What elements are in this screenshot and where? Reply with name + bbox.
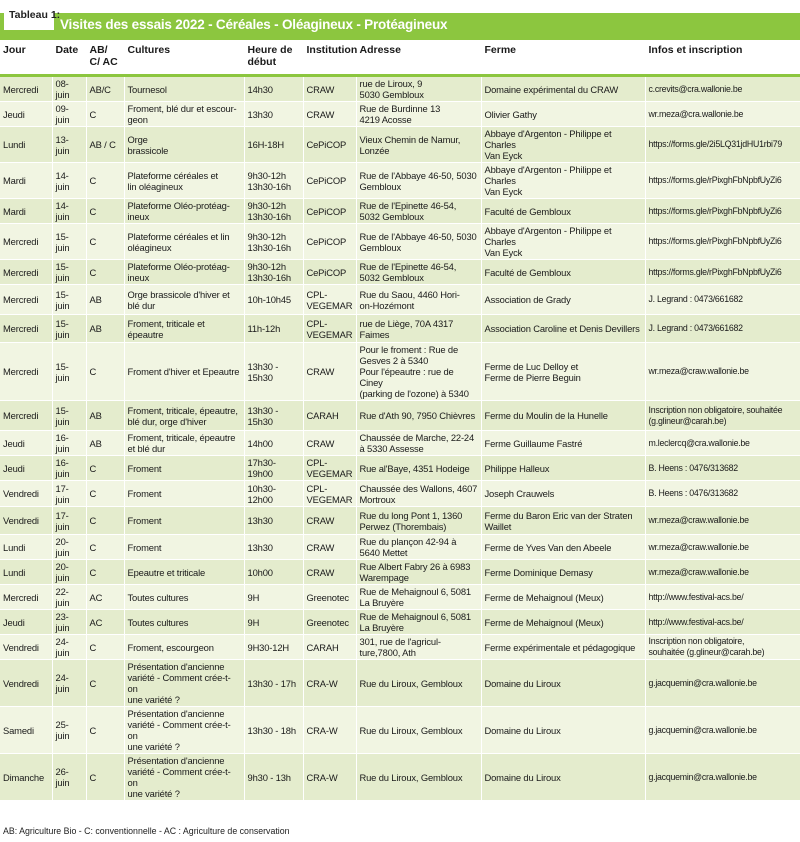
cell-cultures: Plateforme céréales et lin oléagineux: [124, 224, 244, 260]
cell-heure: 9H: [244, 585, 303, 610]
cell-institution: CRAW: [303, 76, 356, 102]
cell-adresse: Rue al'Baye, 4351 Hodeige: [356, 456, 481, 481]
cell-infos: http://www.festival-acs.be/: [645, 585, 800, 610]
cell-adresse: Rue du Liroux, Gembloux: [356, 660, 481, 707]
cell-adresse: Pour le froment : Rue de Gesves 2 à 5340 Pour l'épeautre : rue de Ciney (parking de l'ozone) à 5340: [356, 343, 481, 401]
cell-type: C: [86, 481, 124, 507]
cell-institution: CPL- VEGEMAR: [303, 481, 356, 507]
cell-jour: Mercredi: [0, 401, 52, 431]
header-ferme: Ferme: [481, 42, 645, 76]
cell-adresse: Rue du Saou, 4460 Hori- on-Hozémont: [356, 285, 481, 315]
cell-cultures: Orge brassicole d'hiver et blé dur: [124, 285, 244, 315]
cell-cultures: Froment: [124, 481, 244, 507]
cell-cultures: Présentation d'ancienne variété - Comment crée-t-on une variété ?: [124, 754, 244, 801]
cell-date: 15-juin: [52, 343, 86, 401]
cell-date: 13-juin: [52, 127, 86, 163]
table-number-tab: Tableau 1:: [4, 2, 54, 30]
cell-heure: 13h30: [244, 535, 303, 560]
cell-ferme: Faculté de Gembloux: [481, 260, 645, 285]
cell-cultures: Froment: [124, 507, 244, 535]
cell-institution: CRAW: [303, 431, 356, 456]
table-row: [0, 127, 800, 163]
table-row: [0, 481, 800, 507]
cell-jour: Vendredi: [0, 635, 52, 660]
cell-institution: CRA-W: [303, 660, 356, 707]
cell-type: C: [86, 199, 124, 224]
cell-infos: wr.meza@craw.wallonie.be: [645, 343, 800, 401]
cell-adresse: Rue de Mehaignoul 6, 5081 La Bruyère: [356, 610, 481, 635]
table-row: [0, 456, 800, 481]
cell-jour: Mercredi: [0, 76, 52, 102]
cell-institution: CARAH: [303, 401, 356, 431]
cell-infos: https://forms.gle/rPixghFbNpbfUyZi6: [645, 163, 800, 199]
cell-institution: CRAW: [303, 507, 356, 535]
cell-cultures: Froment, blé dur et escour- geon: [124, 102, 244, 127]
cell-jour: Mercredi: [0, 224, 52, 260]
cell-cultures: Plateforme céréales et lin oléagineux: [124, 163, 244, 199]
cell-infos: m.leclercq@cra.wallonie.be: [645, 431, 800, 456]
cell-infos: wr.meza@cra.wallonie.be: [645, 102, 800, 127]
cell-heure: 9h30 - 13h: [244, 754, 303, 801]
cell-jour: Mercredi: [0, 585, 52, 610]
cell-ferme: Abbaye d'Argenton - Philippe et Charles Van Eyck: [481, 127, 645, 163]
cell-heure: 11h-12h: [244, 315, 303, 343]
cell-institution: CPL- VEGEMAR: [303, 456, 356, 481]
cell-adresse: Rue de l'Abbaye 46-50, 5030 Gembloux: [356, 163, 481, 199]
cell-institution: CePiCOP: [303, 127, 356, 163]
cell-institution: CePiCOP: [303, 224, 356, 260]
cell-heure: 9h30-12h 13h30-16h: [244, 163, 303, 199]
cell-jour: Jeudi: [0, 610, 52, 635]
cell-type: C: [86, 535, 124, 560]
cell-date: 16-juin: [52, 431, 86, 456]
cell-ferme: Ferme de Luc Delloy et Ferme de Pierre Beguin: [481, 343, 645, 401]
cell-cultures: Toutes cultures: [124, 610, 244, 635]
cell-heure: 13h30: [244, 102, 303, 127]
cell-ferme: Ferme du Moulin de la Hunelle: [481, 401, 645, 431]
cell-ferme: Domaine expérimental du CRAW: [481, 76, 645, 102]
cell-date: 17-juin: [52, 507, 86, 535]
cell-adresse: rue de Liège, 70A 4317 Faimes: [356, 315, 481, 343]
cell-jour: Mardi: [0, 163, 52, 199]
cell-heure: 13h30 - 17h: [244, 660, 303, 707]
cell-date: 15-juin: [52, 260, 86, 285]
cell-type: AB: [86, 315, 124, 343]
cell-jour: Mardi: [0, 199, 52, 224]
cell-heure: 13h30 - 15h30: [244, 401, 303, 431]
cell-cultures: Présentation d'ancienne variété - Comment crée-t-on une variété ?: [124, 707, 244, 754]
table-row: [0, 76, 800, 102]
cell-date: 14-juin: [52, 199, 86, 224]
cell-institution: CRAW: [303, 560, 356, 585]
table-row: [0, 754, 800, 801]
cell-ferme: Faculté de Gembloux: [481, 199, 645, 224]
cell-heure: 13h30 - 15h30: [244, 343, 303, 401]
cell-infos: J. Legrand : 0473/661682: [645, 315, 800, 343]
cell-adresse: Rue d'Ath 90, 7950 Chièvres: [356, 401, 481, 431]
cell-infos: B. Heens : 0476/313682: [645, 456, 800, 481]
cell-infos: Inscription non obligatoire, souhaitée (g.glineur@carah.be): [645, 635, 800, 660]
cell-ferme: Ferme du Baron Eric van der Straten Waillet: [481, 507, 645, 535]
cell-ferme: Abbaye d'Argenton - Philippe et Charles Van Eyck: [481, 163, 645, 199]
table-row: [0, 560, 800, 585]
cell-type: AC: [86, 585, 124, 610]
cell-heure: 9H30-12H: [244, 635, 303, 660]
cell-adresse: Rue du Liroux, Gembloux: [356, 707, 481, 754]
cell-heure: 17h30- 19h00: [244, 456, 303, 481]
cell-jour: Jeudi: [0, 431, 52, 456]
cell-ferme: Ferme Guillaume Fastré: [481, 431, 645, 456]
cell-adresse: Chaussée des Wallons, 4607 Mortroux: [356, 481, 481, 507]
cell-type: AB: [86, 401, 124, 431]
visits-table: [0, 42, 800, 801]
header-jour: Jour: [0, 42, 52, 76]
cell-jour: Jeudi: [0, 456, 52, 481]
cell-infos: wr.meza@craw.wallonie.be: [645, 560, 800, 585]
cell-ferme: Domaine du Liroux: [481, 754, 645, 801]
cell-type: C: [86, 754, 124, 801]
cell-adresse: Vieux Chemin de Namur, Lonzée: [356, 127, 481, 163]
cell-cultures: Froment, triticale, épeautre et blé dur: [124, 431, 244, 456]
cell-institution: CePiCOP: [303, 260, 356, 285]
cell-heure: 14h30: [244, 76, 303, 102]
cell-ferme: Ferme de Mehaignoul (Meux): [481, 585, 645, 610]
table-row: [0, 102, 800, 127]
cell-institution: CRAW: [303, 535, 356, 560]
cell-adresse: Rue de Burdinne 13 4219 Acosse: [356, 102, 481, 127]
cell-cultures: Froment, triticale et épeautre: [124, 315, 244, 343]
cell-type: C: [86, 560, 124, 585]
header-type: AB/ C/ AC: [86, 42, 124, 76]
cell-infos: https://forms.gle/rPixghFbNpbfUyZi6: [645, 199, 800, 224]
cell-cultures: Froment: [124, 535, 244, 560]
table-row: [0, 660, 800, 707]
cell-cultures: Froment, escourgeon: [124, 635, 244, 660]
table-row: [0, 260, 800, 285]
cell-cultures: Toutes cultures: [124, 585, 244, 610]
header-date: Date: [52, 42, 86, 76]
cell-heure: 10h30- 12h00: [244, 481, 303, 507]
cell-heure: 9h30-12h 13h30-16h: [244, 224, 303, 260]
table-header-row: [0, 42, 800, 76]
cell-jour: Vendredi: [0, 481, 52, 507]
cell-date: 22-juin: [52, 585, 86, 610]
cell-date: 20-juin: [52, 560, 86, 585]
cell-jour: Mercredi: [0, 343, 52, 401]
cell-jour: Mercredi: [0, 260, 52, 285]
cell-adresse: Rue de l'Epinette 46-54, 5032 Gembloux: [356, 260, 481, 285]
cell-type: C: [86, 707, 124, 754]
header-adresse: Adresse: [356, 42, 481, 76]
table-row: [0, 707, 800, 754]
cell-ferme: Olivier Gathy: [481, 102, 645, 127]
cell-adresse: Rue de l'Epinette 46-54, 5032 Gembloux: [356, 199, 481, 224]
table-row: [0, 401, 800, 431]
cell-type: C: [86, 343, 124, 401]
cell-cultures: Froment, triticale, épeautre, blé dur, orge d'hiver: [124, 401, 244, 431]
cell-type: AB/C: [86, 76, 124, 102]
cell-adresse: Rue de l'Abbaye 46-50, 5030 Gembloux: [356, 224, 481, 260]
cell-infos: wr.meza@craw.wallonie.be: [645, 535, 800, 560]
header-heure: Heure de début: [244, 42, 303, 76]
cell-heure: 9h30-12h 13h30-16h: [244, 199, 303, 224]
cell-ferme: Abbaye d'Argenton - Philippe et Charles Van Eyck: [481, 224, 645, 260]
header-infos: Infos et inscription: [645, 42, 800, 76]
cell-type: C: [86, 507, 124, 535]
cell-institution: CePiCOP: [303, 199, 356, 224]
cell-date: 14-juin: [52, 163, 86, 199]
cell-infos: g.jacquemin@cra.wallonie.be: [645, 707, 800, 754]
cell-heure: 16H-18H: [244, 127, 303, 163]
cell-infos: https://forms.gle/rPixghFbNpbfUyZi6: [645, 224, 800, 260]
cell-adresse: rue de Liroux, 9 5030 Gembloux: [356, 76, 481, 102]
table-row: [0, 315, 800, 343]
footnote: AB: Agriculture Bio - C: conventionnelle - AC : Agriculture de conservation: [3, 826, 290, 836]
table-row: [0, 585, 800, 610]
cell-jour: Vendredi: [0, 507, 52, 535]
cell-jour: Dimanche: [0, 754, 52, 801]
cell-type: AB: [86, 285, 124, 315]
cell-heure: 14h00: [244, 431, 303, 456]
cell-ferme: Ferme de Yves Van den Abeele: [481, 535, 645, 560]
cell-type: C: [86, 456, 124, 481]
cell-date: 09-juin: [52, 102, 86, 127]
cell-infos: wr.meza@craw.wallonie.be: [645, 507, 800, 535]
cell-type: AC: [86, 610, 124, 635]
cell-jour: Samedi: [0, 707, 52, 754]
cell-heure: 13h30 - 18h: [244, 707, 303, 754]
cell-institution: CePiCOP: [303, 163, 356, 199]
cell-cultures: Tournesol: [124, 76, 244, 102]
cell-ferme: Association Caroline et Denis Devillers: [481, 315, 645, 343]
cell-jour: Mercredi: [0, 315, 52, 343]
cell-date: 08-juin: [52, 76, 86, 102]
cell-type: C: [86, 660, 124, 707]
cell-adresse: Chaussée de Marche, 22-24 à 5330 Assesse: [356, 431, 481, 456]
cell-infos: B. Heens : 0476/313682: [645, 481, 800, 507]
cell-type: AB: [86, 431, 124, 456]
page-title: Visites des essais 2022 - Céréales - Oléagineux - Protéagineux: [60, 17, 448, 32]
cell-cultures: Plateforme Oléo-protéag- ineux: [124, 260, 244, 285]
cell-date: 23-juin: [52, 610, 86, 635]
table-row: [0, 224, 800, 260]
cell-ferme: Domaine du Liroux: [481, 707, 645, 754]
table-row: [0, 431, 800, 456]
cell-institution: Greenotec: [303, 585, 356, 610]
cell-jour: Mercredi: [0, 285, 52, 315]
cell-infos: J. Legrand : 0473/661682: [645, 285, 800, 315]
cell-institution: Greenotec: [303, 610, 356, 635]
cell-date: 15-juin: [52, 315, 86, 343]
table-row: [0, 163, 800, 199]
cell-institution: CRA-W: [303, 754, 356, 801]
cell-infos: https://forms.gle/rPixghFbNpbfUyZi6: [645, 260, 800, 285]
cell-cultures: Orge brassicole: [124, 127, 244, 163]
cell-adresse: Rue du Liroux, Gembloux: [356, 754, 481, 801]
cell-heure: 9h30-12h 13h30-16h: [244, 260, 303, 285]
cell-ferme: Ferme expérimentale et pédagogique: [481, 635, 645, 660]
cell-type: C: [86, 224, 124, 260]
cell-date: 24-juin: [52, 660, 86, 707]
cell-ferme: Ferme Dominique Demasy: [481, 560, 645, 585]
cell-institution: CPL- VEGEMAR: [303, 315, 356, 343]
cell-date: 15-juin: [52, 224, 86, 260]
cell-cultures: Epeautre et triticale: [124, 560, 244, 585]
cell-cultures: Présentation d'ancienne variété - Comment crée-t-on une variété ?: [124, 660, 244, 707]
cell-cultures: Plateforme Oléo-protéag- ineux: [124, 199, 244, 224]
cell-infos: g.jacquemin@cra.wallonie.be: [645, 754, 800, 801]
cell-ferme: Association de Grady: [481, 285, 645, 315]
cell-date: 17-juin: [52, 481, 86, 507]
cell-infos: g.jacquemin@cra.wallonie.be: [645, 660, 800, 707]
cell-institution: CRA-W: [303, 707, 356, 754]
cell-type: C: [86, 260, 124, 285]
table-row: [0, 199, 800, 224]
cell-type: C: [86, 635, 124, 660]
cell-cultures: Froment: [124, 456, 244, 481]
cell-date: 15-juin: [52, 285, 86, 315]
cell-date: 15-juin: [52, 401, 86, 431]
table-row: [0, 610, 800, 635]
header-cultures: Cultures: [124, 42, 244, 76]
cell-date: 20-juin: [52, 535, 86, 560]
cell-jour: Jeudi: [0, 102, 52, 127]
cell-heure: 13h30: [244, 507, 303, 535]
cell-infos: https://forms.gle/2i5LQ31jdHU1rbi79: [645, 127, 800, 163]
cell-cultures: Froment d'hiver et Epeautre: [124, 343, 244, 401]
cell-institution: CRAW: [303, 343, 356, 401]
cell-jour: Lundi: [0, 560, 52, 585]
cell-ferme: Ferme de Mehaignoul (Meux): [481, 610, 645, 635]
table-row: [0, 507, 800, 535]
cell-ferme: Philippe Halleux: [481, 456, 645, 481]
cell-date: 16-juin: [52, 456, 86, 481]
cell-adresse: Rue de Mehaignoul 6, 5081 La Bruyère: [356, 585, 481, 610]
cell-jour: Lundi: [0, 535, 52, 560]
table-row: [0, 343, 800, 401]
cell-ferme: Domaine du Liroux: [481, 660, 645, 707]
table-row: [0, 285, 800, 315]
cell-type: C: [86, 102, 124, 127]
table-row: [0, 635, 800, 660]
cell-adresse: Rue du plançon 42-94 à 5640 Mettet: [356, 535, 481, 560]
cell-institution: CPL- VEGEMAR: [303, 285, 356, 315]
cell-infos: http://www.festival-acs.be/: [645, 610, 800, 635]
cell-adresse: Rue Albert Fabry 26 à 6983 Warempage: [356, 560, 481, 585]
cell-institution: CARAH: [303, 635, 356, 660]
cell-institution: CRAW: [303, 102, 356, 127]
cell-ferme: Joseph Crauwels: [481, 481, 645, 507]
cell-date: 25-juin: [52, 707, 86, 754]
cell-adresse: Rue du long Pont 1, 1360 Perwez (Thorembais): [356, 507, 481, 535]
cell-date: 24-juin: [52, 635, 86, 660]
cell-jour: Vendredi: [0, 660, 52, 707]
cell-heure: 10h-10h45: [244, 285, 303, 315]
cell-infos: Inscription non obligatoire, souhaitée (g.glineur@carah.be): [645, 401, 800, 431]
cell-heure: 9H: [244, 610, 303, 635]
cell-date: 26-juin: [52, 754, 86, 801]
cell-jour: Lundi: [0, 127, 52, 163]
cell-type: AB / C: [86, 127, 124, 163]
cell-infos: c.crevits@cra.wallonie.be: [645, 76, 800, 102]
header-institution: Institution: [303, 42, 356, 76]
table-row: [0, 535, 800, 560]
cell-adresse: 301, rue de l'agricul- ture,7800, Ath: [356, 635, 481, 660]
cell-type: C: [86, 163, 124, 199]
cell-heure: 10h00: [244, 560, 303, 585]
